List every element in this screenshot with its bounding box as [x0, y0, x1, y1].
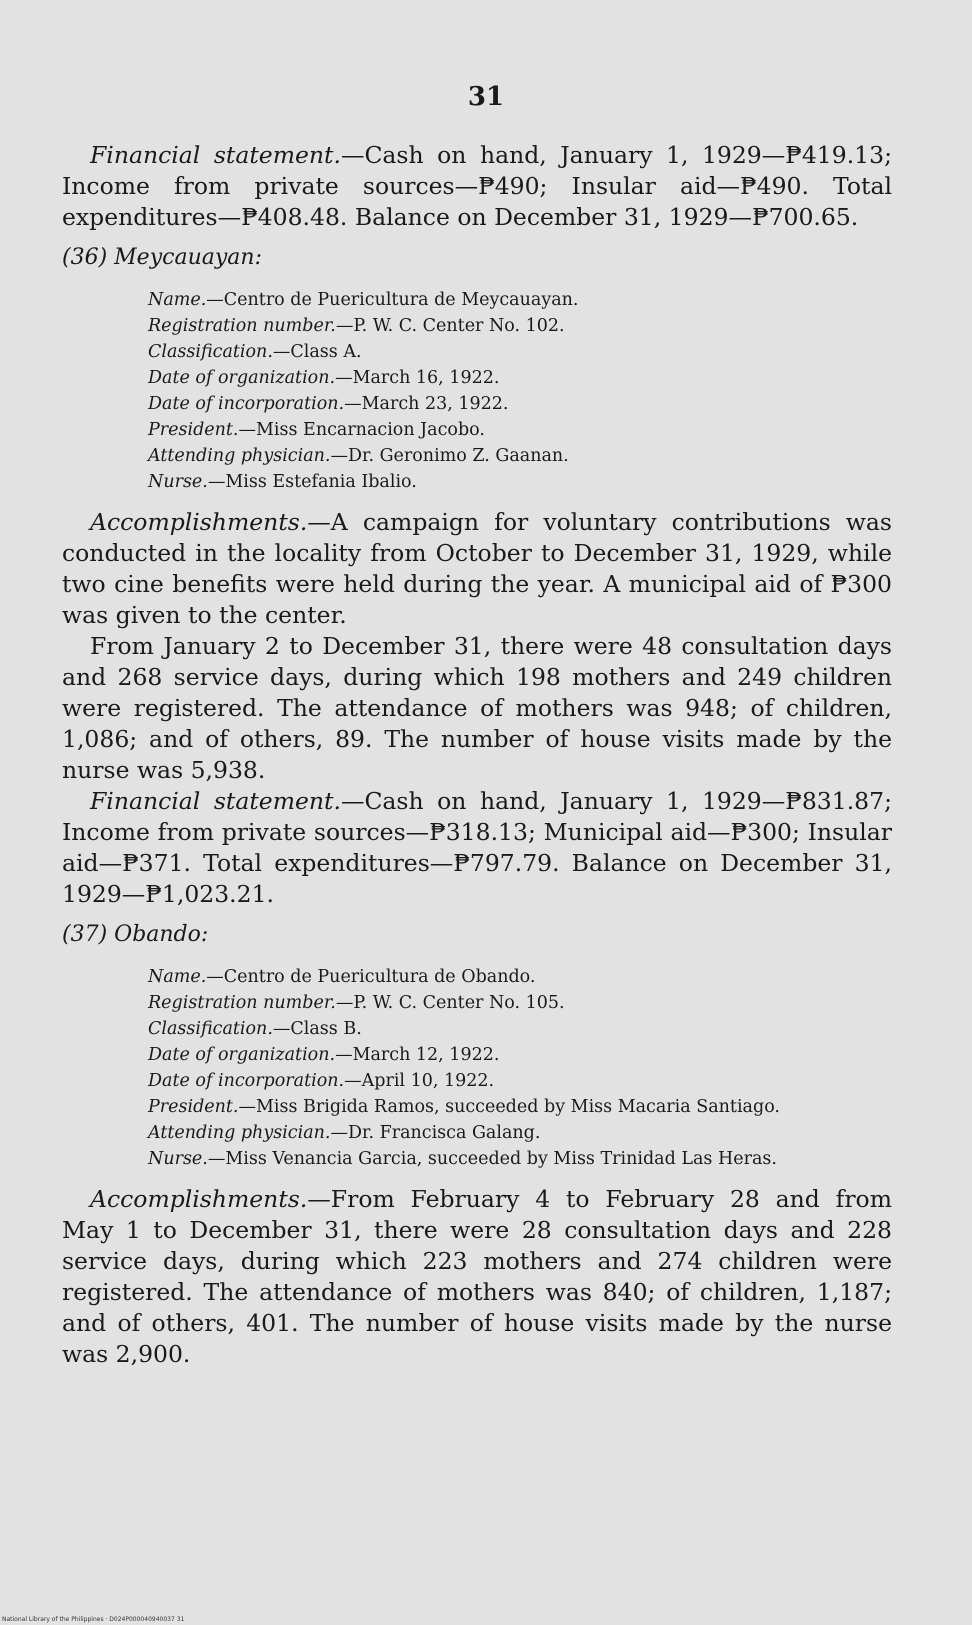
info-label: Nurse.: [148, 472, 208, 492]
info-label: Date of incorporation.: [148, 1071, 345, 1091]
info-row: [148, 1094, 892, 1120]
info-value: —Dr. Francisca Galang.: [330, 1123, 541, 1143]
financial-statement-paragraph: [62, 786, 892, 910]
info-value: —Miss Encarnacion Jacobo.: [238, 420, 485, 440]
paragraph-lead: Financial statement.: [90, 141, 341, 169]
info-value: —P. W. C. Center No. 102.: [335, 316, 565, 336]
info-value: —P. W. C. Center No. 105.: [335, 993, 565, 1013]
info-value: —Miss Estefania Ibalio.: [207, 472, 417, 492]
financial-statement-paragraph: [62, 140, 892, 233]
info-value: —Miss Venancia Garcia, succeeded by Miss Trinidad Las Heras.: [207, 1149, 777, 1169]
info-label: Date of organization.: [148, 1045, 336, 1065]
info-label: Classification.: [148, 342, 273, 362]
info-label: Date of organization.: [148, 368, 336, 388]
info-label: Registration number.: [148, 316, 336, 336]
paragraph-text: —A campaign for voluntary contributions was conducted in the locality from October to December 31, 1929, while two cine benefits were held during the year. A municipal aid of ₱300 was given to the center.: [62, 508, 892, 629]
info-row: [148, 365, 892, 391]
info-label: Date of incorporation.: [148, 394, 345, 414]
center-info-meycauayan: [148, 287, 892, 495]
info-value: —Dr. Geronimo Z. Gaanan.: [330, 446, 569, 466]
info-row: [148, 1146, 892, 1172]
page-number: 31: [467, 82, 505, 112]
accomplishments-paragraph: [62, 1184, 892, 1370]
paragraph-text: —From February 4 to February 28 and from May 1 to December 31, there were 28 consultation days and 228 service days, during which 223 mothers and 274 children were registered. The attendance of mothers was 840; of children, 1,187; and of others, 401. The number of house visits made by the nurse was 2,900.: [62, 1185, 892, 1368]
info-value: —March 23, 1922.: [344, 394, 509, 414]
info-label: Classification.: [148, 1019, 273, 1039]
paragraph-text: —Cash on hand, January 1, 1929—₱419.13; Income from private sources—₱490; Insular aid—₱490. Total expenditures—₱408.48. Balance on December 31, 1929—₱700.65.: [62, 141, 892, 231]
info-row: [148, 964, 892, 990]
info-label: President.: [148, 420, 239, 440]
info-row: [148, 469, 892, 495]
info-value: —Class B.: [272, 1019, 362, 1039]
info-row: [148, 339, 892, 365]
info-row: [148, 443, 892, 469]
info-row: [148, 287, 892, 313]
info-value: —April 10, 1922.: [344, 1071, 495, 1091]
info-value: —March 12, 1922.: [335, 1045, 500, 1065]
info-label: Attending physician.: [148, 1123, 331, 1143]
info-row: [148, 1016, 892, 1042]
archive-footer: National Library of the Philippines · D024P000040940037 31: [2, 1616, 185, 1623]
info-row: [148, 990, 892, 1016]
page-content: [62, 140, 892, 1370]
info-label: President.: [148, 1097, 239, 1117]
info-value: —Class A.: [272, 342, 362, 362]
statistics-paragraph: From January 2 to December 31, there were 48 consultation days and 268 service days, during which 198 mothers and 249 children were registered. The attendance of mothers was 948; of children, 1,086; and of others, 89. The number of house visits made by the nurse was 5,938.: [62, 632, 892, 784]
info-label: Registration number.: [148, 993, 336, 1013]
accomplishments-paragraph: [62, 507, 892, 631]
paragraph-lead: Financial statement.: [90, 787, 341, 815]
paragraph-lead: Accomplishments.: [90, 1185, 308, 1213]
section-heading-meycauayan: (36) Meycauayan:: [62, 245, 262, 270]
section-heading-obando: (37) Obando:: [62, 922, 209, 947]
info-row: [148, 417, 892, 443]
paragraph-lead: Accomplishments.: [90, 508, 308, 536]
center-info-obando: [148, 964, 892, 1172]
info-value: —Centro de Puericultura de Obando.: [206, 967, 536, 987]
info-value: —March 16, 1922.: [335, 368, 500, 388]
info-row: [148, 1068, 892, 1094]
info-row: [148, 1120, 892, 1146]
info-label: Attending physician.: [148, 446, 331, 466]
info-value: —Miss Brigida Ramos, succeeded by Miss Macaria Santiago.: [238, 1097, 780, 1117]
info-label: Nurse.: [148, 1149, 208, 1169]
paragraph-text: —Cash on hand, January 1, 1929—₱831.87; Income from private sources—₱318.13; Municipal aid—₱300; Insular aid—₱371. Total expenditures—₱797.79. Balance on December 31, 1929—₱1,023.21.: [62, 787, 892, 908]
info-row: [148, 313, 892, 339]
info-label: Name.: [148, 290, 207, 310]
info-label: Name.: [148, 967, 207, 987]
info-row: [148, 1042, 892, 1068]
info-value: —Centro de Puericultura de Meycauayan.: [206, 290, 579, 310]
info-row: [148, 391, 892, 417]
